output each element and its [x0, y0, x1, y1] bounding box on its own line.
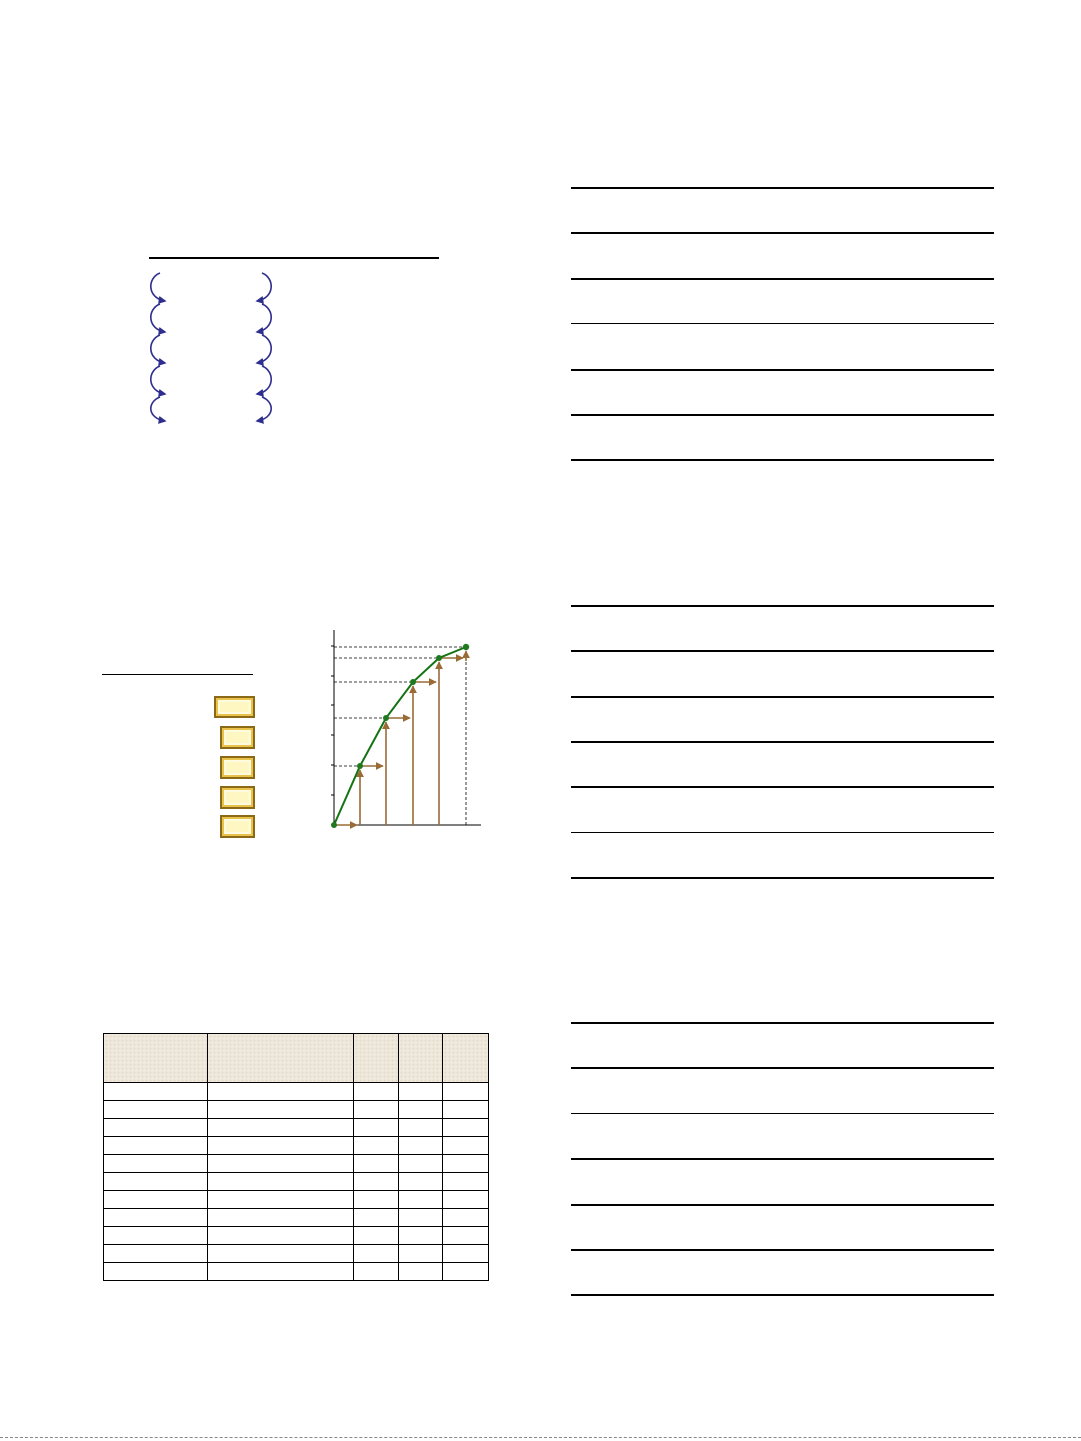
table-cell	[399, 1083, 443, 1101]
notes-line	[571, 741, 994, 743]
table-cell	[104, 1155, 208, 1173]
table-cell	[399, 1155, 443, 1173]
notes-line	[571, 187, 994, 189]
loop-arrow-icon	[257, 366, 271, 394]
gold-box	[220, 756, 255, 779]
table-cell	[443, 1137, 489, 1155]
step-arrows	[334, 651, 466, 825]
table-cell	[208, 1119, 354, 1137]
table-row	[104, 1227, 489, 1245]
table-cell	[443, 1173, 489, 1191]
footer-rule	[0, 1437, 1081, 1438]
table-row	[104, 1119, 489, 1137]
loop-arrow-icon	[151, 273, 165, 301]
table-header-cell	[354, 1034, 399, 1083]
table-cell	[104, 1245, 208, 1263]
notes-line	[571, 1249, 994, 1251]
notes-line	[571, 459, 994, 461]
table-row	[104, 1137, 489, 1155]
loop-arrows-left	[145, 268, 175, 428]
table-header-cell	[208, 1034, 354, 1083]
table-row	[104, 1083, 489, 1101]
notes-line	[571, 1204, 994, 1206]
table-cell	[354, 1191, 399, 1209]
table-cell	[104, 1209, 208, 1227]
table-cell	[399, 1119, 443, 1137]
table-cell	[104, 1119, 208, 1137]
table-cell	[443, 1263, 489, 1281]
table-cell	[354, 1209, 399, 1227]
slide-1-heading-rule	[149, 257, 439, 259]
cumulative-curve	[334, 647, 466, 825]
table-row	[104, 1191, 489, 1209]
table-cell	[104, 1137, 208, 1155]
notes-line	[571, 232, 994, 234]
notes-line	[571, 1158, 994, 1160]
loop-arrows-right	[250, 268, 280, 428]
loop-arrow-icon	[151, 366, 165, 394]
table-cell	[354, 1137, 399, 1155]
notes-line	[571, 323, 994, 324]
table-row	[104, 1155, 489, 1173]
table-cell	[354, 1101, 399, 1119]
loop-arrow-icon	[151, 397, 165, 421]
table-header-cell	[104, 1034, 208, 1083]
loop-arrow-icon	[257, 335, 271, 363]
table-cell	[208, 1173, 354, 1191]
table-cell	[399, 1173, 443, 1191]
notes-line	[571, 650, 994, 652]
table-cell	[354, 1227, 399, 1245]
notes-line	[571, 605, 994, 607]
loop-arrow-icon	[151, 335, 165, 363]
slide-2	[100, 620, 500, 850]
notes-line	[571, 278, 994, 280]
table-cell	[354, 1173, 399, 1191]
table-cell	[208, 1137, 354, 1155]
table-cell	[208, 1155, 354, 1173]
table-cell	[104, 1227, 208, 1245]
slide-3-table	[103, 1033, 488, 1283]
table-cell	[443, 1245, 489, 1263]
table-cell	[354, 1245, 399, 1263]
table-cell	[104, 1191, 208, 1209]
table-header-row	[104, 1034, 489, 1083]
table-cell	[354, 1119, 399, 1137]
table-cell	[208, 1263, 354, 1281]
gold-box	[214, 696, 255, 718]
table-cell	[208, 1209, 354, 1227]
table-cell	[443, 1209, 489, 1227]
table-cell	[399, 1101, 443, 1119]
table-cell	[208, 1083, 354, 1101]
table-header-cell	[399, 1034, 443, 1083]
table-row	[104, 1263, 489, 1281]
notes-line	[571, 1294, 994, 1296]
table-row	[104, 1209, 489, 1227]
table-cell	[208, 1245, 354, 1263]
notes-line	[571, 786, 994, 788]
table-cell	[208, 1191, 354, 1209]
gold-box	[220, 815, 255, 838]
table-cell	[399, 1137, 443, 1155]
table-cell	[443, 1191, 489, 1209]
slide-1	[100, 200, 500, 460]
notes-line	[571, 877, 994, 879]
table-cell	[104, 1101, 208, 1119]
notes-line	[571, 1067, 994, 1069]
table-row	[104, 1101, 489, 1119]
table-cell	[399, 1245, 443, 1263]
gold-box	[220, 726, 255, 749]
notes-line	[571, 696, 994, 698]
step-chart	[325, 625, 485, 835]
table-cell	[443, 1155, 489, 1173]
table-cell	[208, 1227, 354, 1245]
table-row	[104, 1173, 489, 1191]
table-cell	[443, 1101, 489, 1119]
table-cell	[443, 1227, 489, 1245]
table-cell	[354, 1083, 399, 1101]
guide-lines	[334, 647, 466, 825]
table-cell	[104, 1083, 208, 1101]
table-cell	[399, 1191, 443, 1209]
table-cell	[399, 1209, 443, 1227]
gold-box	[220, 786, 255, 809]
table-cell	[354, 1263, 399, 1281]
table-cell	[354, 1155, 399, 1173]
loop-arrow-icon	[257, 304, 271, 332]
loop-arrow-icon	[151, 304, 165, 332]
loop-arrow-icon	[257, 273, 271, 301]
table-cell	[208, 1101, 354, 1119]
loop-arrow-icon	[257, 397, 271, 421]
table-cell	[399, 1227, 443, 1245]
table-cell	[443, 1119, 489, 1137]
table-cell	[399, 1263, 443, 1281]
table-cell	[104, 1173, 208, 1191]
table-cell	[104, 1263, 208, 1281]
notes-line	[571, 1113, 994, 1114]
table-cell	[443, 1083, 489, 1101]
notes-line	[571, 369, 994, 371]
slide-2-heading-rule	[102, 674, 253, 675]
notes-line	[571, 414, 994, 416]
table-header-cell	[443, 1034, 489, 1083]
curve-points	[331, 644, 469, 828]
notes-line	[571, 1022, 994, 1024]
table-row	[104, 1245, 489, 1263]
notes-line	[571, 832, 994, 833]
